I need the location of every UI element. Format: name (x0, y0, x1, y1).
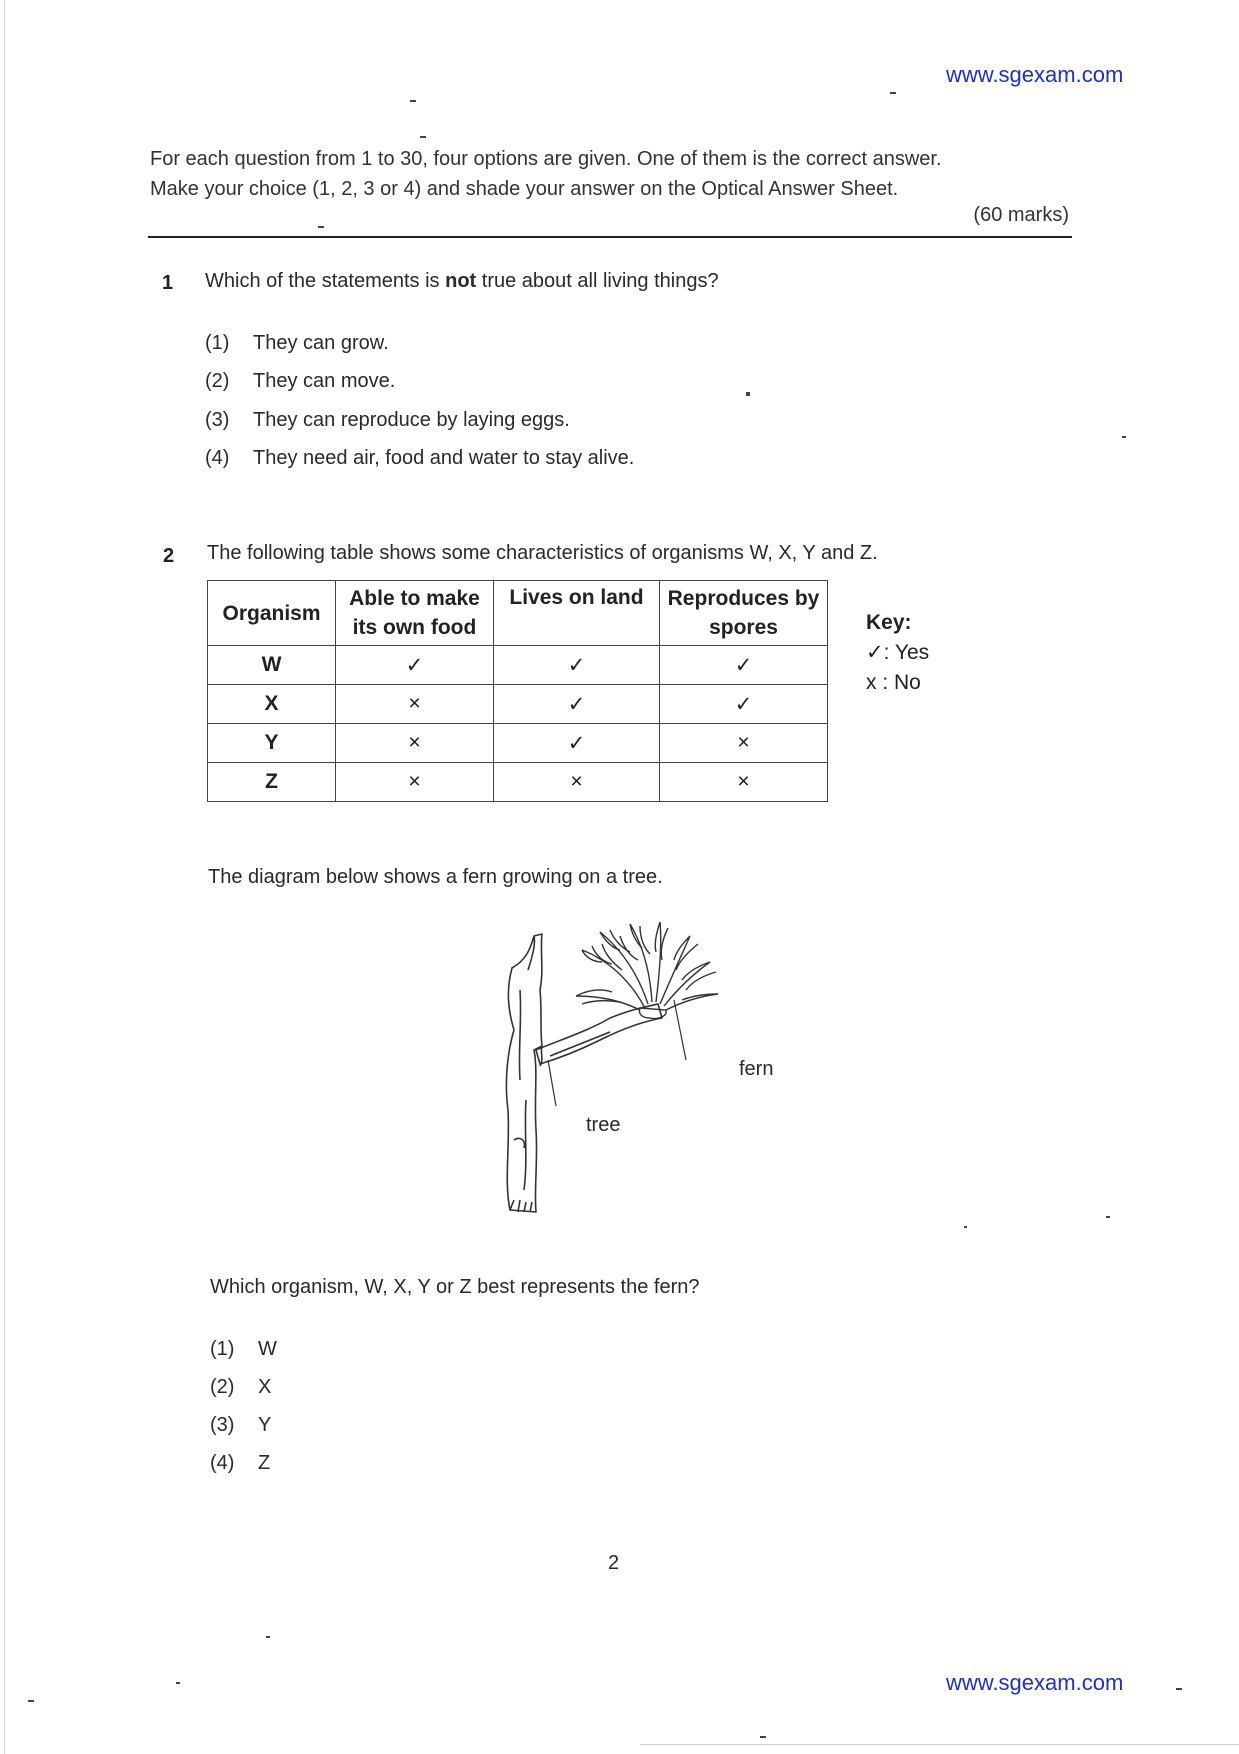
scan-speck (28, 1700, 34, 1702)
option-text: Y (258, 1414, 272, 1436)
table-cell: × (494, 763, 660, 802)
option-number: (4) (210, 1452, 235, 1474)
option-number: (3) (210, 1414, 235, 1436)
key-no: x : No (866, 671, 921, 694)
table-cell: × (660, 763, 828, 802)
option-number: (4) (205, 447, 230, 469)
table-key (866, 608, 929, 698)
question-2-option-1[interactable] (210, 1338, 277, 1361)
table-cell: Z (208, 763, 336, 802)
option-number: (1) (210, 1338, 235, 1360)
total-marks: (60 marks) (973, 204, 1069, 226)
question-2-text: Which organism, W, X, Y or Z best represents the fern? (210, 1276, 700, 1298)
scan-speck (964, 1226, 967, 1228)
page-edge (4, 0, 5, 1754)
question-1-text-start: Which of the statements is (205, 270, 446, 292)
scan-speck (890, 92, 896, 94)
scan-speck (420, 136, 426, 138)
table-row (208, 724, 828, 763)
tree-label: tree (586, 1114, 621, 1136)
table-cell: ✓ (660, 646, 828, 685)
option-number: (3) (205, 409, 230, 431)
question-1-text-emphasis: not (445, 270, 477, 292)
option-number: (2) (205, 370, 230, 392)
header-site-link[interactable]: www.sgexam.com (946, 62, 1124, 87)
question-2-option-4[interactable] (210, 1452, 270, 1475)
question-1-text-end: true about all living things? (476, 270, 719, 292)
table-header-food: Able to make its own food (336, 581, 494, 646)
question-2-option-2[interactable] (210, 1376, 271, 1399)
option-text: They can grow. (253, 332, 389, 354)
question-1-option-3[interactable] (205, 409, 570, 432)
table-cell: × (336, 763, 494, 802)
fern-label: fern (739, 1058, 774, 1080)
option-text: They need air, food and water to stay alive. (253, 447, 635, 469)
table-cell: × (336, 724, 494, 763)
question-1-option-1[interactable] (205, 332, 389, 355)
scan-speck (760, 1736, 766, 1738)
question-1-option-2[interactable] (205, 370, 395, 393)
scan-speck (1176, 1688, 1182, 1690)
table-cell: ✓ (494, 724, 660, 763)
table-header-organism: Organism (208, 581, 336, 646)
table-row (208, 646, 828, 685)
table-row (208, 763, 828, 802)
question-1-text (205, 270, 719, 293)
table-header-land: Lives on land (494, 581, 660, 646)
instructions-line-1: For each question from 1 to 30, four options are given. One of them is the correct answer. (150, 148, 942, 170)
table-cell: × (660, 724, 828, 763)
page-edge-bottom (640, 1744, 1239, 1745)
page-number: 2 (608, 1552, 620, 1574)
diagram-intro: The diagram below shows a fern growing on a tree. (208, 866, 663, 888)
table-header-row (208, 581, 828, 646)
table-cell: W (208, 646, 336, 685)
key-yes: ✓: Yes (866, 641, 930, 664)
instructions-line-2: Make your choice (1, 2, 3 or 4) and shade your answer on the Optical Answer Sheet. (150, 178, 899, 200)
option-text: X (258, 1376, 272, 1398)
option-text: Z (258, 1452, 271, 1474)
tree-drawing (506, 934, 662, 1212)
table-cell: Y (208, 724, 336, 763)
option-number: (2) (210, 1376, 235, 1398)
key-title: Key: (866, 611, 912, 634)
table-row (208, 685, 828, 724)
option-text: They can reproduce by laying eggs. (253, 409, 570, 431)
option-text: W (258, 1338, 277, 1360)
footer-site-link[interactable]: www.sgexam.com (946, 1670, 1124, 1695)
table-cell: × (336, 685, 494, 724)
scan-speck (1106, 1216, 1110, 1218)
fern-drawing (576, 922, 718, 1019)
table-cell: ✓ (494, 685, 660, 724)
option-number: (1) (205, 332, 230, 354)
scan-speck (1122, 436, 1126, 438)
scan-speck (318, 226, 324, 228)
table-cell: ✓ (336, 646, 494, 685)
table-header-spores: Reproduces by spores (660, 581, 828, 646)
scan-speck (176, 1682, 180, 1684)
table-cell: ✓ (494, 646, 660, 685)
table-cell: X (208, 685, 336, 724)
organism-table (207, 580, 828, 802)
question-2-option-3[interactable] (210, 1414, 271, 1437)
scan-speck (266, 1636, 270, 1638)
question-2-intro: The following table shows some characteristics of organisms W, X, Y and Z. (207, 542, 878, 564)
scan-speck (410, 100, 416, 102)
table-cell: ✓ (660, 685, 828, 724)
question-1-option-4[interactable] (205, 447, 634, 470)
scan-speck (746, 392, 750, 396)
option-text: They can move. (253, 370, 396, 392)
question-2-number: 2 (163, 545, 175, 567)
question-1-number: 1 (162, 272, 174, 294)
header-rule (148, 236, 1072, 238)
